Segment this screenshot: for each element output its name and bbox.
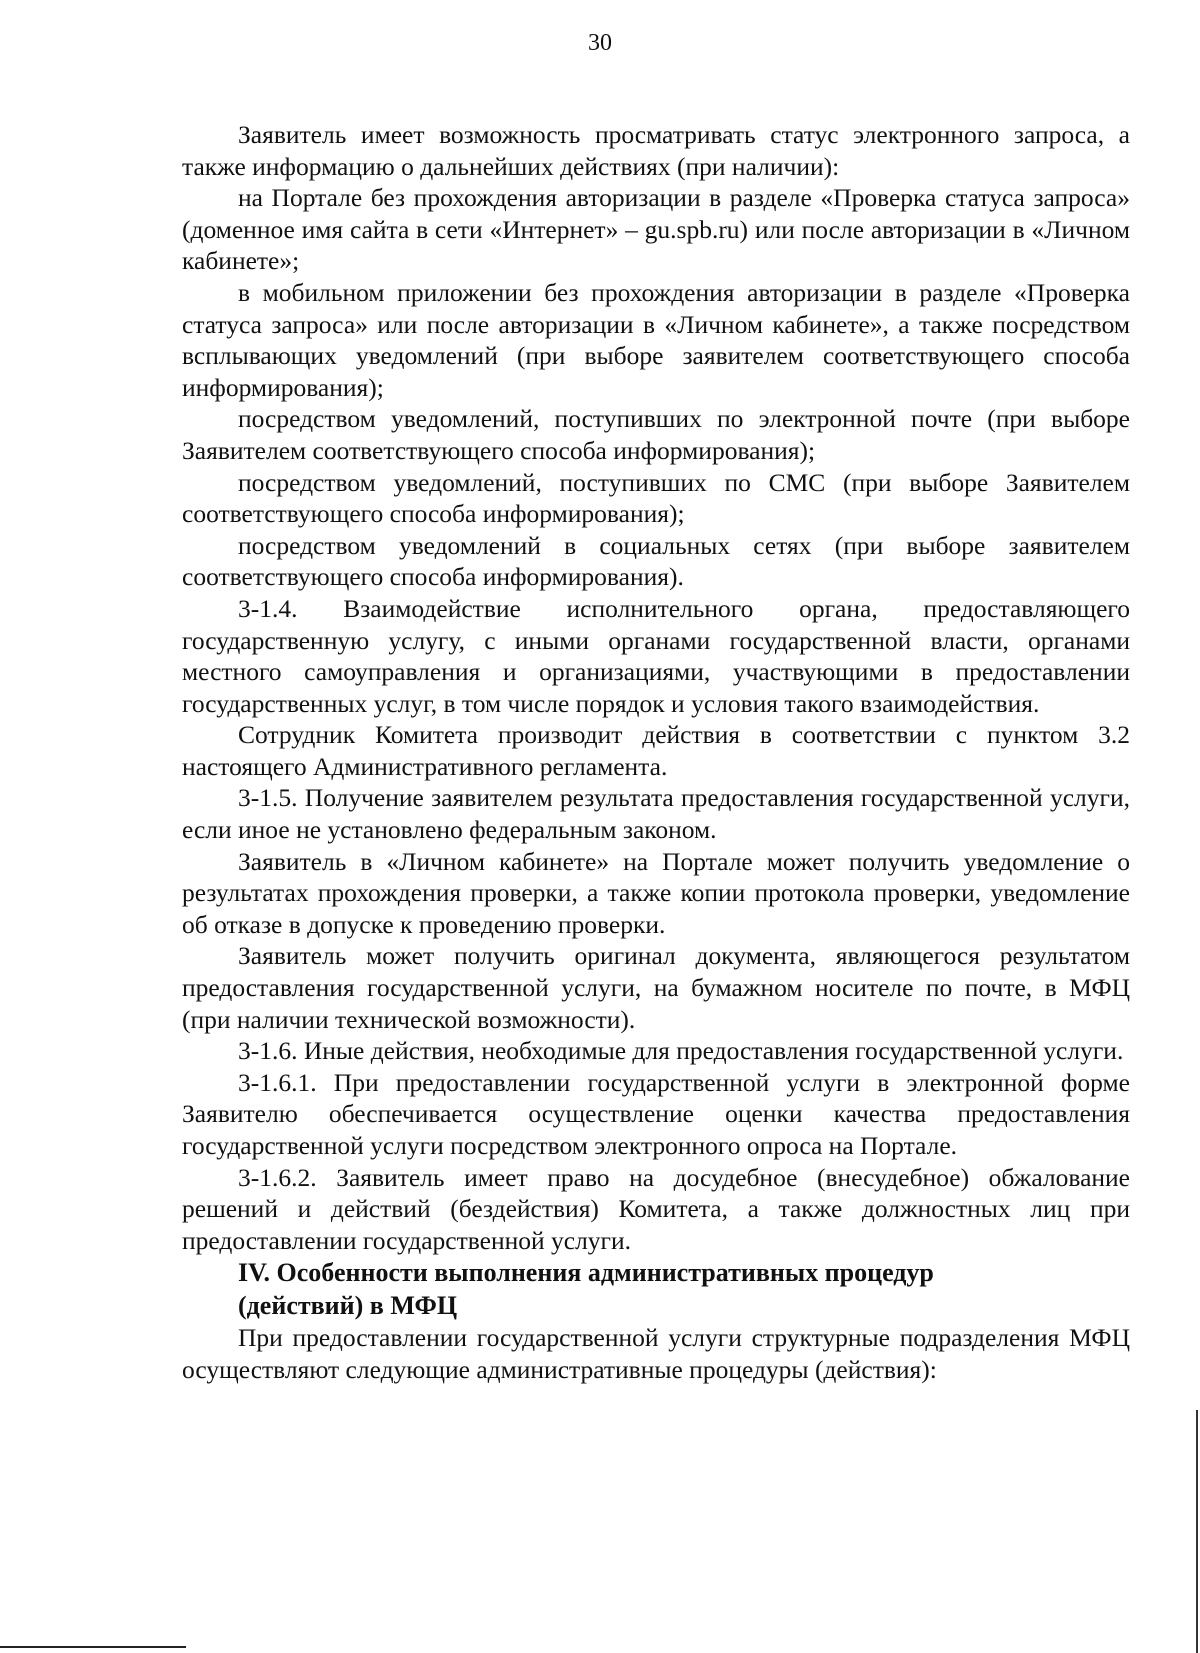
paragraph: посредством уведомлений, поступивших по электронной почте (при выборе Заявителем соответствующего способа информирования); [182,404,1130,465]
paragraph: Заявитель имеет возможность просматривать статус электронного запроса, а также информацию о дальнейших действиях (при наличии): [182,120,1130,181]
scan-edge-line [1196,1410,1198,1653]
paragraph: Сотрудник Комитета производит действия в соответствии с пунктом 3.2 настоящего Административного регламента. [182,720,1130,781]
section-heading [182,1256,1130,1322]
paragraph: на Портале без прохождения авторизации в разделе «Проверка статуса запроса» (доменное имя сайта в сети «Интернет» – gu.spb.ru) или после авторизации в «Личном кабинете»; [182,183,1130,276]
paragraph: 3-1.5. Получение заявителем результата предоставления государственной услуги, если иное не установлено федеральным законом. [182,783,1130,845]
paragraph: 3-1.6. Иные действия, необходимые для предоставления государственной услуги. [238,1036,1124,1066]
document-body [182,119,1130,1386]
paragraph: Заявитель в «Личном кабинете» на Портале может получить уведомление о результатах прохождения проверки, а также копии протокола проверки, уведомление об отказе в допуске к проведению проверки. [182,846,1130,939]
page-number: 30 [588,30,612,56]
paragraph: посредством уведомлений в социальных сетях (при выборе заявителем соответствующего способа информирования). [182,530,1130,592]
section-heading-line: IV. Особенности выполнения административных процедур [238,1258,934,1288]
footer-rule [0,1646,186,1648]
paragraph: 3-1.6.1. При предоставлении государственной услуги в электронной форме Заявителю обеспечивается осуществление оценки качества предоставления государственной услуги посредством электронного опроса на Портале. [182,1067,1130,1160]
section-heading-line: (действий) в МФЦ [238,1291,458,1321]
paragraph: в мобильном приложении без прохождения авторизации в разделе «Проверка статуса запроса» или после авторизации в «Личном кабинете», а также посредством всплывающих уведомлений (при выборе заявителем соответствующего способа информирования); [182,277,1130,402]
paragraph: При предоставлении государственной услуги структурные подразделения МФЦ осуществляют следующие административные процедуры (действия): [182,1323,1130,1384]
paragraph: Заявитель может получить оригинал документа, являющегося результатом предоставления государственной услуги, на бумажном носителе по почте, в МФЦ (при наличии технической возможности). [182,941,1130,1034]
paragraph: 3-1.4. Взаимодействие исполнительного органа, предоставляющего государственную услугу, с иными органами государственной власти, органами местного самоуправления и организациями, участвующими в предоставлении государственных услуг, в том числе порядок и условия такого взаимодействия. [182,593,1130,718]
paragraph: 3-1.6.2. Заявитель имеет право на досудебное (внесудебное) обжалование решений и действий (бездействия) Комитета, а также должностных лиц при предоставлении государственной услуги. [182,1162,1130,1255]
paragraph: посредством уведомлений, поступивших по СМС (при выборе Заявителем соответствующего способа информирования); [182,467,1130,529]
